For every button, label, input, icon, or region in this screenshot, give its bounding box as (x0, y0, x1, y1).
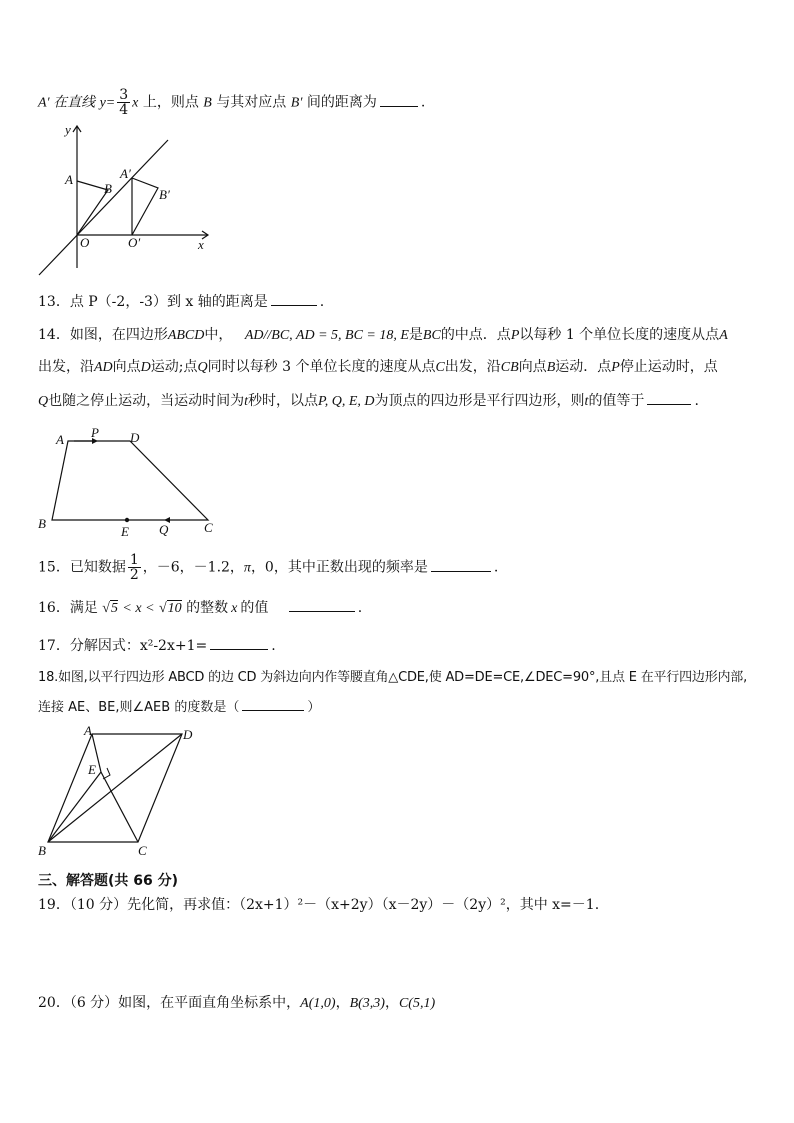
point-a-prime-label: A′ (120, 166, 131, 181)
answer-blank[interactable] (242, 696, 304, 711)
point-d-label: D (183, 727, 193, 742)
answer-blank[interactable] (271, 291, 317, 306)
question-17: 17．分解因式：x²-2x+1= . (38, 635, 276, 655)
x-axis-label: x (198, 237, 204, 252)
section-heading-3: 三、解答题(共 66 分) (38, 873, 179, 889)
point-e-label: E (88, 762, 96, 777)
point-b-label: B (104, 181, 112, 196)
figure-parallelogram-abcd (34, 724, 204, 862)
answer-blank[interactable] (431, 557, 491, 572)
point-d-label: D (130, 430, 140, 445)
q12-line: A′ 在直线 y= $\frac{3}{4}$ x 上，则点 B 与其对应点 B′ 间的距离为 . (38, 87, 426, 118)
point-q-label: Q (159, 522, 169, 537)
point-a-label: A (56, 432, 64, 447)
fraction-3-4: $\frac{3}{4}$ (119, 87, 129, 118)
question-19: 19．（10 分）先化简，再求值：（2x+1）²－（x+2y）（x－2y）－（2y）²，其中 x=－1. (38, 897, 600, 913)
question-20: 20．（6 分）如图，在平面直角坐标系中，A(1,0)，B(3,3)，C(5,1) (38, 995, 436, 1011)
point-e-label: E (121, 524, 129, 539)
question-15: 15．已知数据 $\frac{1}{2}$ ，－6，－1.2，π，0，其中正数出现的频率是 . (38, 552, 499, 583)
answer-blank[interactable] (289, 597, 355, 612)
fraction-1-2: $\frac{1}{2}$ (129, 552, 139, 583)
answer-blank[interactable] (210, 635, 268, 650)
question-14-line-1: 14．如图，在四边形ABCD中， AD//BC, AD = 5, BC = 18, E是BC的中点．点P以每秒 1 个单位长度的速度从点A (38, 327, 728, 343)
origin-label: O (80, 235, 90, 250)
point-b-label: B (38, 516, 46, 531)
question-18-line-1: 18.如图,以平行四边形 ABCD 的边 CD 为斜边向内作等腰直角△CDE,使 AD=DE=CE,∠DEC=90°,且点 E 在平行四边形内部, (38, 670, 748, 685)
point-o-prime-label: O′ (128, 235, 141, 250)
question-13: 13．点 P（-2，-3）到 x 轴的距离是 . (38, 291, 324, 311)
point-c-label: C (138, 843, 147, 858)
sqrt-5: √5 (102, 601, 118, 616)
question-14-line-2: 出发，沿AD向点D运动;点Q同时以每秒 3 个单位长度的速度从点C出发，沿CB向点B运动．点P停止运动时，点 (38, 359, 718, 375)
answer-blank[interactable] (647, 390, 691, 405)
figure-trapezoid-abcd (34, 424, 224, 539)
y-axis-label: y (65, 122, 71, 137)
question-16: 16．满足 √5 < x < √10 的整数 x 的值 . (38, 597, 362, 617)
point-b-label: B (38, 843, 46, 858)
point-a-label: A (65, 172, 73, 187)
point-b-prime-label: B′ (159, 187, 170, 202)
figure-translation-triangle (32, 118, 222, 278)
point-p-label: P (91, 425, 99, 440)
sqrt-10: √10 (158, 601, 182, 616)
point-a-label: A (84, 724, 92, 738)
question-18-line-2: 连接 AE、BE,则∠AEB 的度数是（ ） (38, 696, 320, 715)
question-14-line-3: Q也随之停止运动，当运动时间为t秒时，以点P, Q, E, D为顶点的四边形是平行四边形，则t的值等于 . (38, 390, 699, 410)
answer-blank[interactable] (380, 92, 418, 107)
point-c-label: C (204, 520, 213, 535)
